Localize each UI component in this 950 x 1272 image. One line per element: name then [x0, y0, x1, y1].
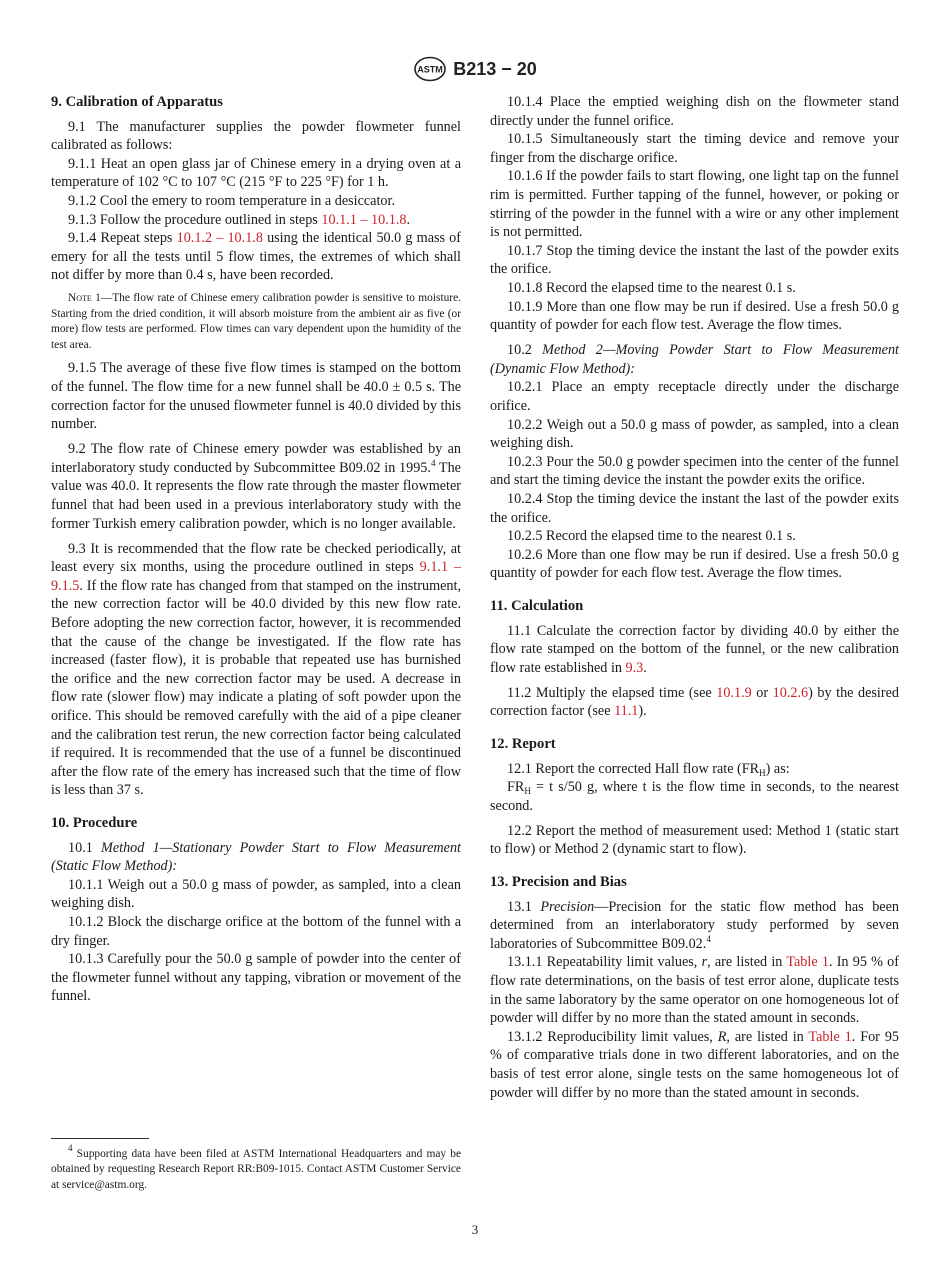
paragraph-10-1-2: 10.1.2 Block the discharge orifice at the bottom of the funnel with a dry finger.	[51, 913, 461, 949]
section-10-heading: 10. Procedure	[51, 814, 138, 831]
link-10-2-6[interactable]: 10.2.6	[772, 684, 809, 701]
paragraph-10-2-3: 10.2.3 Pour the 50.0 g powder specimen into the center of the funnel and start the timing device the instant the powder exits the orifice.	[490, 453, 899, 489]
paragraph-9-2: 9.2 The flow rate of Chinese emery powder was established by an interlaboratory study conducted by Subcommittee B09.02 in 1995.$^4$ The value was 40.0. It represents the flow rate through the master flowmeter funnel that had been used in a previous interlaboratory study with the former Turkish emery calibration powder, which is no longer available.	[51, 441, 461, 532]
paragraph-11-2: 11.2 Multiply the elapsed time (see 10.1.9 or 10.2.6) by the desired correction factor (see 11.1).	[490, 684, 899, 720]
paragraph-13-1: 13.1 Precision—Precision for the static flow method has been determined from an interlaboratory study performed by seven laboratories of Subcommittee B09.02.$^4$	[490, 898, 899, 952]
section-12-heading: 12. Report	[490, 736, 556, 752]
paragraph-10-1: 10.1 Method 1—Stationary Powder Start to Flow Measurement (Static Flow Method):	[51, 839, 462, 875]
note-label: Note 1	[68, 291, 101, 304]
paragraph-10-2-1: 10.2.1 Place an empty receptacle directly under the discharge orifice.	[490, 379, 899, 414]
paragraph-10-2-2: 10.2.2 Weigh out a 50.0 g mass of powder, as sampled, into a clean weighing dish.	[490, 416, 899, 452]
right-column	[490, 93, 899, 1102]
document-designation: B213 − 20	[453, 58, 537, 79]
page-header	[0, 56, 950, 82]
paragraph-9-1-2: 9.1.2 Cool the emery to room temperature in a desiccator.	[68, 192, 395, 209]
section-9-heading: 9. Calibration of Apparatus	[51, 94, 223, 110]
paragraph-12-1: 12.1 Report the corrected Hall flow rate $(FR_H)$ as:	[507, 760, 790, 778]
svg-text:ASTM: ASTM	[417, 64, 443, 75]
link-table-1[interactable]: Table 1	[786, 954, 829, 971]
paragraph-10-2-4: 10.2.4 Stop the timing device the instant the last of the powder exits the orifice.	[490, 490, 899, 526]
footnote-ref-4[interactable]: 4	[706, 933, 711, 944]
paragraph-13-1-2: 13.1.2 Reproducibility limit values, R, are listed in Table 1. For 95 % of comparative trials done in two different laboratories, and on the basis of test error alone, single tests on the same homogeneous lot of powder will differ by no more than the stated amount in seconds.	[490, 1028, 900, 1101]
section-11-heading: 11. Calculation	[490, 597, 584, 614]
paragraph-13-1-1: 13.1.1 Repeatability limit values, r, are listed in Table 1. In 95 % of flow rate determinations, on the basis of test error alone, duplicate tests in the same laboratory by the same operator on one homogeneous lot of powder will differ by no more than the stated amount in seconds.	[490, 954, 899, 1027]
paragraph-10-2-5: 10.2.5 Record the elapsed time to the nearest 0.1 s.	[507, 528, 796, 545]
paragraph-10-1-8: 10.1.8 Record the elapsed time to the nearest 0.1 s.	[507, 279, 796, 296]
paragraph-10-2: 10.2 Method 2—Moving Powder Start to Flow Measurement (Dynamic Flow Method):	[490, 342, 899, 377]
link-10-1-1-to-10-1-8[interactable]: 10.1.1 – 10.1.8	[321, 211, 407, 228]
paragraph-9-1-3: 9.1.3 Follow the procedure outlined in steps 10.1.1 – 10.1.8.	[68, 211, 411, 228]
paragraph-10-1-6: 10.1.6 If the powder fails to start flowing, one light tap on the funnel rim is permitted. Further tapping of the funnel, however, or poking or stirring of the powder in the funnel with a wire or any other implement is not permitted.	[490, 168, 899, 241]
paragraph-12-2: 12.2 Report the method of measurement used: Method 1 (static start to flow) or Method 2 (dynamic start to flow).	[490, 822, 899, 858]
paragraph-10-1-3: 10.1.3 Carefully pour the 50.0 g sample of powder into the center of the flowmeter funnel without any tapping, vibration or movement of the funnel.	[51, 951, 461, 1005]
formula-fr-h: $FR_H = t$ s/50 g, where t is the flow time in seconds, to the nearest second.	[490, 779, 899, 814]
paragraph-9-1-5: 9.1.5 The average of these five flow times is stamped on the bottom of the funnel. The flow time for a new funnel shall be 40.0 ± 0.5 s. The correction factor for the unused flowmeter funnel is 40.0 divided by this number.	[51, 360, 461, 433]
left-column	[51, 93, 461, 1006]
link-9-1-1-to-9-1-5[interactable]: 9.1.1 – 9.1.5	[51, 559, 461, 594]
link-table-1[interactable]: Table 1	[808, 1028, 852, 1045]
astm-logo-icon	[413, 56, 447, 82]
paragraph-10-1-4: 10.1.4 Place the emptied weighing dish on the flowmeter stand directly under the funnel orifice.	[490, 94, 899, 129]
paragraph-10-1-5: 10.1.5 Simultaneously start the timing device and remove your finger from the discharge orifice.	[490, 131, 899, 166]
footnote-ref-4[interactable]: 4	[430, 457, 436, 468]
paragraph-9-1-1: 9.1.1 Heat an open glass jar of Chinese emery in a drying oven at a temperature of 102 °C to 107 °C (215 °F to 225 °F) for 1 h.	[51, 155, 461, 191]
note-1: Note 1—The flow rate of Chinese emery calibration powder is sensitive to moisture. Starting from the dried condition, it will absorb moisture from the ambient air as five (or more) flow tests are performed. Flow times can vary dependent upon the humidity of the test area.	[51, 291, 461, 351]
paragraph-9-1: 9.1 The manufacturer supplies the powder flowmeter funnel calibrated as follows:	[51, 118, 461, 154]
footnote-4: $^4$ Supporting data have been filed at ASTM International Headquarters and may be obtained by requesting Research Report RR:B09-1015. Contact ASTM Customer Service at service@astm.org.	[51, 1143, 461, 1191]
footnote-divider	[51, 1138, 149, 1139]
section-13-heading: 13. Precision and Bias	[490, 874, 627, 891]
paragraph-10-1-7: 10.1.7 Stop the timing device the instant the last of the powder exits the orifice.	[490, 242, 899, 278]
link-9-3[interactable]: 9.3	[625, 659, 644, 676]
paragraph-10-1-9: 10.1.9 More than one flow may be run if desired. Use a fresh 50.0 g quantity of powder for each flow test. Average the flow times.	[490, 298, 899, 334]
paragraph-9-1-4: 9.1.4 Repeat steps 10.1.2 – 10.1.8 using the identical 50.0 g mass of emery for all the tests until 5 flow times, the extremes of which shall not differ by more than 0.4 s, have been recorded.	[51, 230, 461, 284]
link-11-1[interactable]: 11.1	[614, 703, 639, 720]
paragraph-10-2-6: 10.2.6 More than one flow may be run if desired. Use a fresh 50.0 g quantity of powder for each flow test. Average the flow times.	[490, 546, 899, 582]
link-10-1-9[interactable]: 10.1.9	[716, 684, 752, 701]
paragraph-10-1-1: 10.1.1 Weigh out a 50.0 g mass of powder, as sampled, into a clean weighing dish.	[51, 876, 461, 912]
paragraph-11-1: 11.1 Calculate the correction factor by dividing 40.0 by either the flow rate stamped on the bottom of the funnel, or the new calibration flow rate established in 9.3.	[490, 622, 899, 676]
link-10-1-2-to-10-1-8[interactable]: 10.1.2 – 10.1.8	[176, 230, 263, 247]
page-number: 3	[471, 1222, 479, 1237]
paragraph-9-3: 9.3 It is recommended that the flow rate be checked periodically, at least every six months, using the procedure outlined in steps 9.1.1 – 9.1.5. If the flow rate has changed from that stamped on the instrument, the new correction factor will be 40.0 divided by this new flow rate. Before adopting the new correction factor, however, it is recommended that the cause of the change be investigated. If the flow rate has increased (faster flow), it is probable that repeated use has burnished the orifice and the new correction factor may be used. A decrease in flow rate (slower flow) may indicate a plating of soft powder upon the orifice. This should be removed carefully with the aid of a pipe cleaner and the calibration test rerun, the new correction factor being calculated if required. It is recommended that the use of a funnel be discontinued after the flow rate of the emery has increased such that the time of flow is less than 37 s.	[51, 540, 461, 799]
